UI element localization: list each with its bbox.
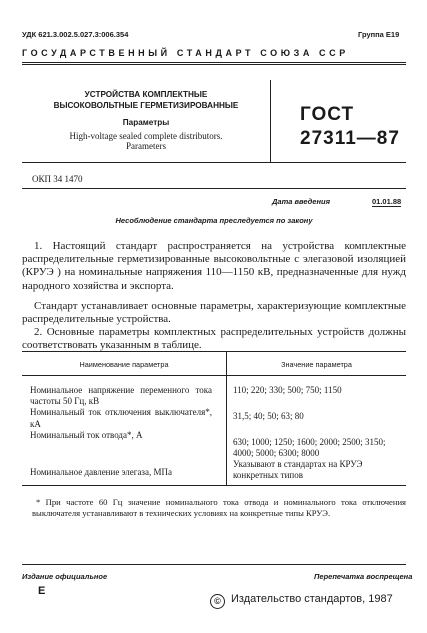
law-notice: Несоблюдение стандарта преследуется по закону bbox=[115, 216, 313, 225]
title-ru-line1: УСТРОЙСТВА КОМПЛЕКТНЫЕ bbox=[84, 90, 208, 99]
table-row bbox=[22, 376, 406, 408]
reprint-prohibited-label: Перепечатка воспрещена bbox=[314, 572, 413, 581]
paragraph-2: Стандарт устанавливает основные параметры, характеризующие комплектные распределительные устройства. bbox=[22, 300, 406, 326]
okp-code: ОКП 34 1470 bbox=[32, 174, 83, 184]
title-en-line2: Parameters bbox=[126, 141, 166, 151]
divider-title-bottom bbox=[22, 162, 406, 163]
divider-top-2 bbox=[22, 64, 406, 65]
param-name: Номинальный ток отвода*, А bbox=[22, 430, 227, 459]
title-divider-vertical bbox=[270, 80, 271, 162]
copyright-icon: © bbox=[210, 594, 225, 609]
table-header-name: Наименование параметра bbox=[22, 352, 227, 376]
copyright-line bbox=[210, 593, 393, 609]
param-value: 31,5; 40; 50; 63; 80 bbox=[233, 411, 304, 422]
param-name: Номинальное давление элегаза, МПа bbox=[22, 459, 227, 485]
official-edition-label: Издание официальное bbox=[22, 572, 108, 581]
date-label: Дата введения bbox=[272, 197, 330, 206]
udk-code: УДК 621.3.002.5.027.3:006.354 bbox=[22, 30, 129, 39]
paragraph-3: 2. Основные параметры комплектных распределительных устройств должны соответствовать указанным в таблице. bbox=[22, 326, 406, 352]
table-row bbox=[22, 430, 406, 459]
group-code: Группа Е19 bbox=[358, 30, 400, 39]
title-ru-line2: ВЫСОКОВОЛЬТНЫЕ ГЕРМЕТИЗИРОВАННЫЕ bbox=[53, 101, 239, 110]
footnote: * При частоте 60 Гц значение номинального тока отвода и номинального тока отключения выключателя устанавливают в технических условиях на конкретные типы КРУЭ. bbox=[32, 497, 406, 519]
param-value: 630; 1000; 1250; 1600; 2000; 2500; 3150; 4000; 5000; 6300; 8000 bbox=[233, 436, 386, 459]
state-standard-heading: ГОСУДАРСТВЕННЫЙ СТАНДАРТ СОЮЗА ССР bbox=[22, 48, 349, 58]
copyright-text: Издательство стандартов, 1987 bbox=[231, 593, 393, 605]
title-ru-subtitle: Параметры bbox=[122, 118, 170, 127]
table-header-row bbox=[22, 352, 406, 376]
gost-number: 27311—87 bbox=[300, 128, 400, 149]
divider-okp bbox=[22, 188, 406, 189]
param-value: 110; 220; 330; 500; 750; 1150 bbox=[233, 385, 342, 395]
table-row bbox=[22, 407, 406, 429]
edition-letter: Е bbox=[38, 585, 46, 597]
divider-top bbox=[22, 62, 406, 63]
param-name: Номинальное напряжение переменного тока частоты 50 Гц, кВ bbox=[22, 376, 227, 408]
table-row bbox=[22, 459, 406, 485]
table-header-value: Значение параметра bbox=[227, 352, 407, 376]
parameters-table bbox=[22, 351, 406, 486]
divider-footer bbox=[22, 564, 406, 565]
param-name: Номинальный ток отключения выключателя*, кА bbox=[22, 407, 227, 429]
title-en-line1: High-voltage sealed complete distributors. bbox=[69, 131, 223, 141]
date-value: 01.01.88 bbox=[372, 197, 402, 206]
param-value: Указывают в стандартах на КРУЭ конкретных типов bbox=[227, 459, 407, 485]
gost-label: ГОСТ bbox=[300, 104, 355, 125]
paragraph-1: 1. Настоящий стандарт распространяется на устройства комплектные распределительные герметизированные высоковольтные с элегазовой изоляцией (КРУЭ ) на номинальные напряжения 110—1150 кВ, предназначенные для нужд народного хозяйства и экспорта. bbox=[22, 240, 406, 292]
